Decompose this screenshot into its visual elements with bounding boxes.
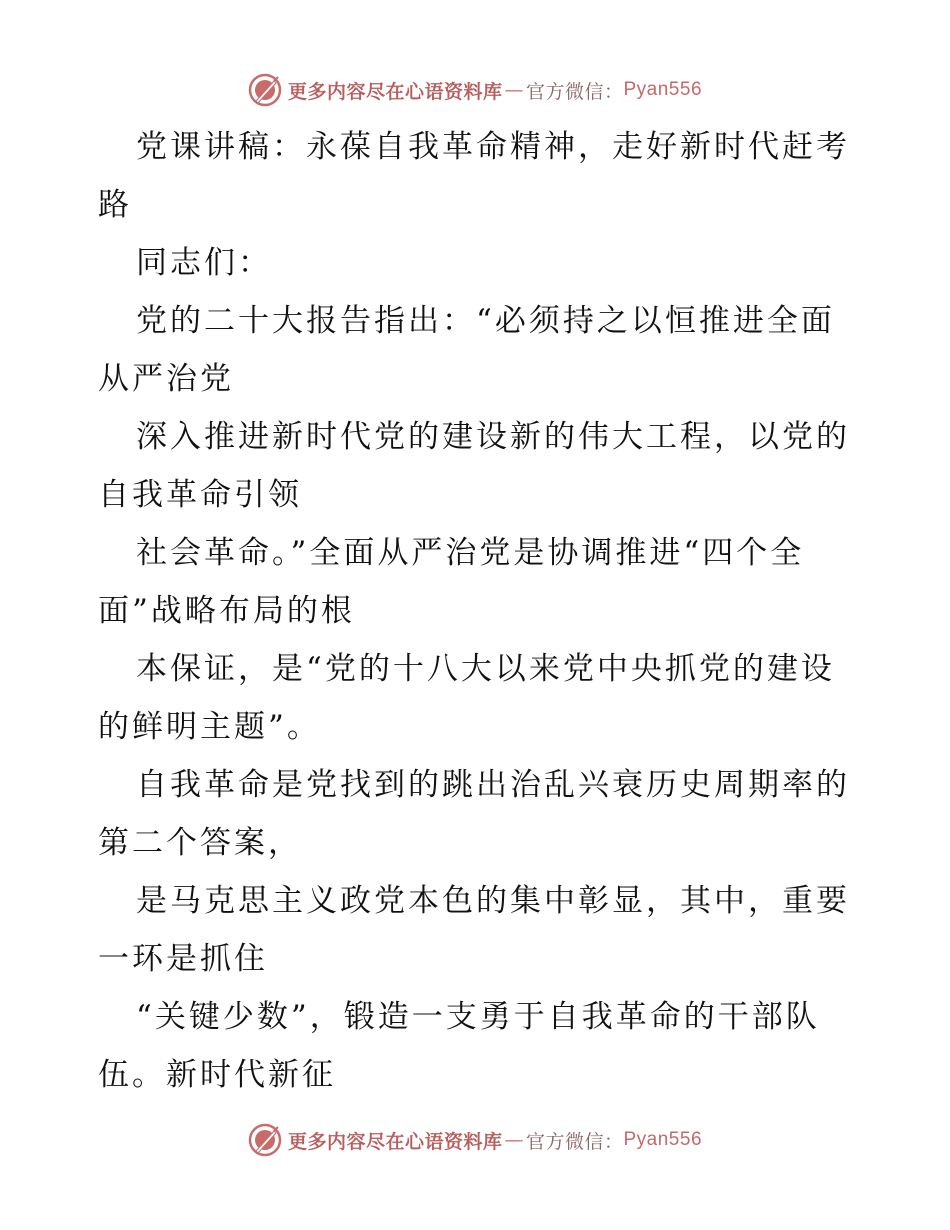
paragraph-line: “关键少数”，锻造一支勇于自我革命的干部队 <box>136 999 820 1035</box>
banner-separator: — <box>504 79 524 101</box>
document-title-line-2: 路 <box>98 187 132 223</box>
paragraph-line: 党的二十大报告指出：“必须持之以恒推进全面 <box>136 303 835 339</box>
paragraph-line: 自我革命是党找到的跳出治乱兴衰历史周期率的 <box>136 767 850 803</box>
pen-logo-icon <box>248 73 282 107</box>
salutation: 同志们： <box>136 245 272 281</box>
banner-wechat-id: Pyan556 <box>623 79 703 100</box>
banner-wechat-id: Pyan556 <box>623 1129 703 1150</box>
banner-separator: — <box>504 1129 524 1151</box>
document-body <box>98 118 858 1104</box>
paragraph-line: 是马克思主义政党本色的集中彰显，其中，重要 <box>136 883 850 919</box>
paragraph-line: 本保证，是“党的十八大以来党中央抓党的建设 <box>136 651 835 687</box>
banner-wechat-label: 官方微信： <box>525 1130 624 1153</box>
banner-brand-text: 更多内容尽在心语资料库 <box>287 1130 503 1153</box>
banner-brand-text: 更多内容尽在心语资料库 <box>287 80 503 103</box>
paragraph-line: 的鲜明主题”。 <box>98 709 321 745</box>
paragraph-line: 第二个答案， <box>98 825 302 861</box>
paragraph-line: 自我革命引领 <box>98 477 302 513</box>
pen-logo-icon <box>248 1123 282 1157</box>
document-title-line-1: 党课讲稿：永葆自我革命精神，走好新时代赶考 <box>136 129 850 165</box>
paragraph-line: 从严治党 <box>98 361 234 397</box>
header-watermark-banner <box>0 70 950 110</box>
paragraph-line: 伍。新时代新征 <box>98 1057 336 1093</box>
paragraph-line: 面”战略布局的根 <box>98 593 355 629</box>
paragraph-line: 深入推进新时代党的建设新的伟大工程，以党的 <box>136 419 850 455</box>
paragraph-line: 社会革命。”全面从严治党是协调推进“四个全 <box>136 535 805 571</box>
banner-wechat-label: 官方微信： <box>525 80 624 103</box>
footer-watermark-banner <box>0 1120 950 1160</box>
paragraph-line: 一环是抓住 <box>98 941 268 977</box>
